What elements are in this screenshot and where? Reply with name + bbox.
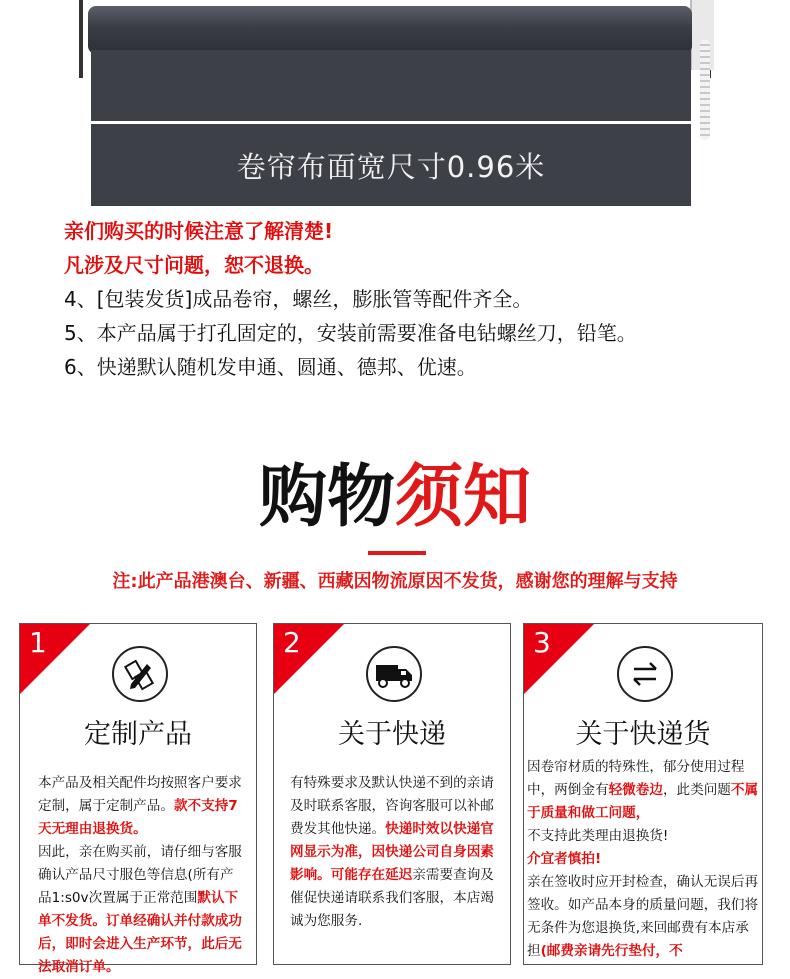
info-card-delivery (273, 623, 511, 965)
note-line: 5、本产品属于打孔固定的，安装前需要准备电钻螺丝刀，铅笔。 (64, 321, 637, 345)
card-text-highlight: 不属于质量和做工问题， (527, 782, 759, 821)
card-text: ，此类问题 (662, 782, 731, 798)
note-line: 亲们购买的时候注意了解清楚! (64, 219, 334, 243)
info-card-goods (523, 623, 763, 965)
card-text: 亲需要查询及催促快递请联系我们客服，本店竭诚为您服务. (290, 867, 494, 929)
card-text: 亲在签收时应开封检查，确认无误后再签收。如产品本身的质量问题，我们将无条件为您退换货,来回邮费有本店承担 (527, 874, 759, 959)
card-text-highlight: 款不支持7天无理由退换货。 (38, 798, 238, 837)
exchange-arrows-icon (617, 646, 673, 702)
card-text-highlight: 介宜者慎拍! (527, 851, 602, 867)
delivery-truck-icon (366, 646, 422, 702)
blind-fabric-lower (91, 124, 691, 206)
pull-chain-icon (700, 40, 710, 140)
card-text: 有特殊要求及默认快递不到的亲请及时联系客服，咨询客服可以补邮费发其他快递。 (290, 775, 494, 837)
card-number: 3 (533, 626, 551, 659)
card-body (38, 772, 243, 979)
card-title: 定制产品 (84, 719, 192, 750)
card-text-highlight: 默认下单不发货。订单经确认并付款成功后，即时会进入生产环节，此后无法取消订单。 (38, 890, 242, 975)
card-number: 1 (29, 626, 47, 659)
note-line: 凡涉及尺寸问题，恕不退换。 (64, 253, 324, 277)
card-text: 本产品及相关配件均按照客户要求定制，属于定制产品。 (38, 775, 242, 814)
card-title: 关于快递货 (575, 719, 711, 750)
card-text: 不支持此类理由退换货! (527, 828, 669, 844)
pencil-edit-icon (112, 646, 168, 702)
product-image (0, 0, 790, 210)
card-text-highlight: (邮费亲请先行垫付，不 (540, 943, 683, 959)
card-number: 2 (283, 626, 301, 659)
section-title (0, 452, 790, 542)
blind-fabric (91, 50, 691, 122)
section-title-black: 购物 (258, 457, 395, 537)
note-line: 4、[包装发货]成品卷帘，螺丝，膨胀管等配件齐全。 (64, 287, 533, 311)
section-title-red: 须知 (395, 457, 532, 537)
card-text: 因卷帘材质的特殊性，郁分使用过程中，两倒金有 (527, 759, 745, 798)
window-frame-left (79, 0, 83, 78)
info-card-custom (19, 623, 257, 975)
card-text-highlight: 快递时效以快递官网显示为准，因快递公司自身因素影响。可能存在延迟 (290, 821, 494, 883)
card-title: 关于快递 (338, 719, 446, 750)
notes-list (64, 214, 764, 384)
roller-tube (88, 6, 692, 54)
card-body (527, 756, 761, 963)
fabric-width-label: 卷帘布面宽尺寸0.96米 (236, 149, 546, 184)
title-underline (368, 551, 426, 555)
card-text: 因此，亲在购买前，请仔细与客服确认产品尺寸服色等信息(所有产品1:s0v次置属于正常范围 (38, 844, 242, 906)
card-text-highlight: 轻微卷边 (608, 782, 663, 798)
shipping-notice: 注:此产品港澳台、新疆、西藏因物流原因不发货，感谢您的理解与支持 (112, 571, 678, 592)
note-line: 6、快递默认随机发申通、圆通、德邦、优速。 (64, 355, 477, 379)
card-body (290, 772, 495, 933)
